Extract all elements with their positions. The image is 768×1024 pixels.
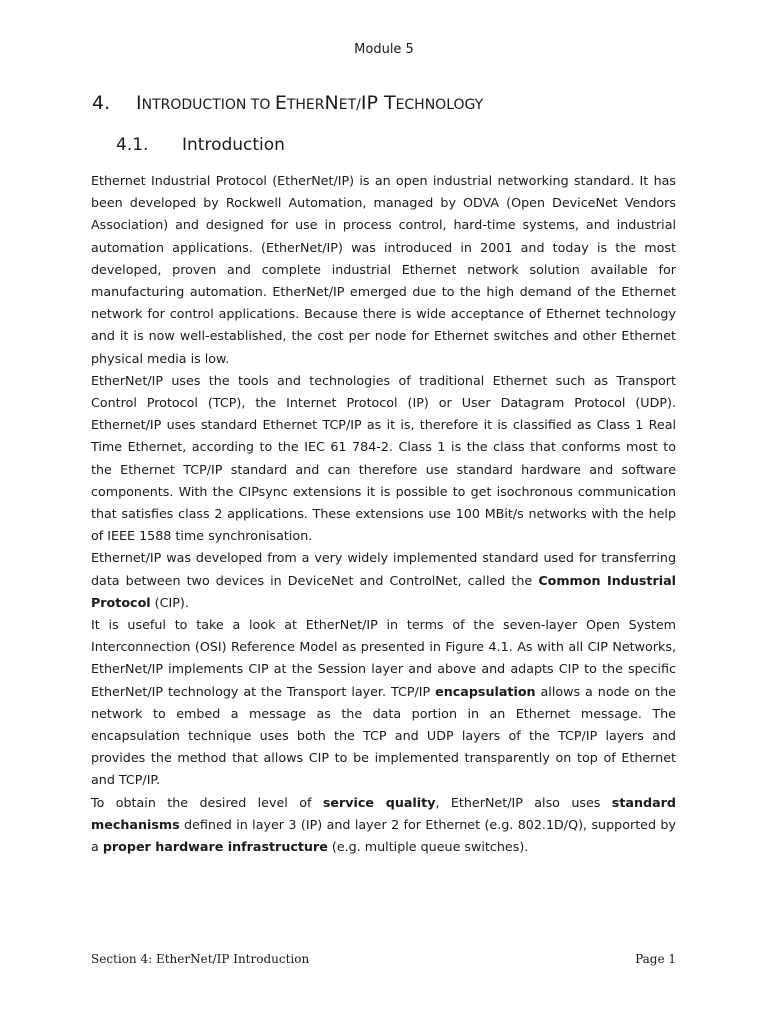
footer-section-label: Section 4: EtherNet/IP Introduction <box>91 952 310 966</box>
bold-term: proper hardware infrastructure <box>102 839 328 855</box>
text-run: Ethernet/IP was developed from a very widely implemented standard used for transferring data between two devices in DeviceNet and ControlNet, called the <box>91 550 676 588</box>
paragraph <box>91 547 676 614</box>
section-title <box>136 92 483 114</box>
bold-term: encapsulation <box>435 683 536 699</box>
paragraph <box>91 614 676 792</box>
text-run: EtherNet/IP uses the tools and technologies of traditional Ethernet such as Transport Control Protocol (TCP), the Internet Protocol (IP) or User Datagram Protocol (UDP). Ethernet/IP uses standard Ethernet TCP/IP as it is, therefore it is classified as Class 1 Real Time Ethernet, according to the IEC 61 784-2. Class 1 is the class that conforms most to the Ethernet TCP/IP standard and can therefore use standard hardware and software components. With the CIPsync extensions it is possible to get isochronous communication that satisfies class 2 applications. These extensions use 100 MBit/s networks with the help of IEEE 1588 time synchronisation. <box>91 372 676 544</box>
text-run: To obtain the desired level of <box>91 794 323 810</box>
section-title-part: IP T <box>360 92 396 114</box>
subsection-number: 4.1. <box>116 135 149 155</box>
text-run: (e.g. multiple queue switches). <box>327 839 529 855</box>
section-title-part: THER <box>286 97 325 113</box>
page-footer <box>91 952 676 966</box>
subsection-heading <box>116 135 285 155</box>
paragraph <box>91 792 676 859</box>
paragraph <box>91 370 676 548</box>
text-run: allows a node on the network to embed a message as the data portion in an Ethernet message. The encapsulation technique uses both the TCP and UDP layers of the TCP/IP layers and provides the method that allows CIP to be implemented transparently on top of Ethernet and TCP/IP. <box>91 683 676 788</box>
section-title-part: E <box>274 92 287 114</box>
text-run: Ethernet Industrial Protocol (EtherNet/IP) is an open industrial networking standard. It has been developed by Rockwell Automation, managed by ODVA (Open DeviceNet Vendors Association) and designed for use in process control, hard-time systems, and industrial automation applications. (EtherNet/IP) was introduced in 2001 and today is the most developed, proven and complete industrial Ethernet network solution available for manufacturing automation. EtherNet/IP emerged due to the high demand of the Ethernet network for control applications. Because there is wide acceptance of Ethernet technology and it is now well-established, the cost per node for Ethernet switches and other Ethernet physical media is low. <box>91 173 676 366</box>
page-number: Page 1 <box>635 952 676 966</box>
section-title-part: NTRODUCTION TO <box>141 97 275 113</box>
bold-term: standard mechanisms <box>91 794 676 832</box>
section-title-part: ET/ <box>338 97 361 113</box>
running-header: Module 5 <box>354 42 414 57</box>
bold-term: service quality <box>322 794 436 810</box>
section-title-part: N <box>324 92 339 114</box>
text-run: (CIP). <box>150 594 189 610</box>
text-run: It is useful to take a look at EtherNet/IP in terms of the seven-layer Open System Interconnection (OSI) Reference Model as presented in Figure 4.1. As with all CIP Networks, EtherNet/IP implements CIP at the Session layer and above and adapts CIP to the specific EtherNet/IP technology at the Transport layer. TCP/IP <box>91 617 676 699</box>
text-run: defined in layer 3 (IP) and layer 2 for Ethernet (e.g. 802.1D/Q), supported by a <box>91 816 676 855</box>
section-title-part: ECHNOLOGY <box>395 97 484 113</box>
section-heading <box>92 92 483 114</box>
section-title-part: I <box>136 92 142 114</box>
text-run: , EtherNet/IP also uses <box>435 794 612 810</box>
paragraph <box>91 170 676 370</box>
body-text <box>91 170 676 858</box>
bold-term: Common Industrial Protocol <box>91 572 676 610</box>
section-number: 4. <box>92 92 111 114</box>
subsection-title: Introduction <box>182 135 285 155</box>
